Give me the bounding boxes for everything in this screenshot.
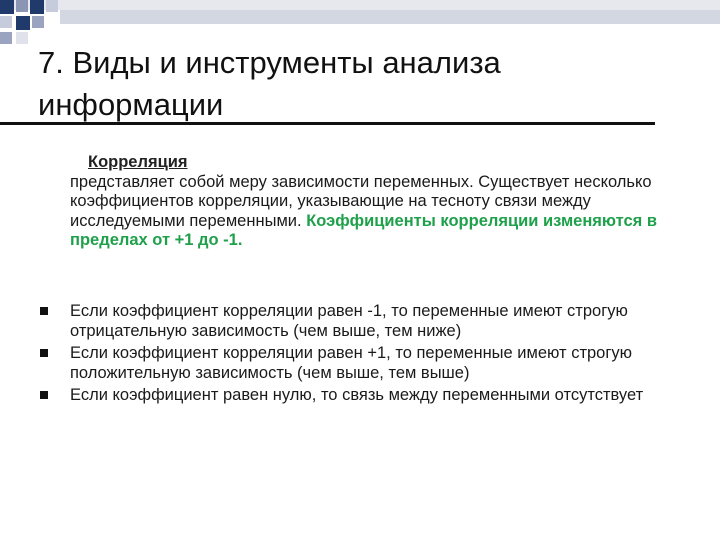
- slide-title: 7. Виды и инструменты анализа информации: [38, 45, 501, 122]
- paragraph-heading: Корреляция: [88, 153, 188, 171]
- square-bullet-icon: [40, 391, 48, 399]
- title-underline: [0, 122, 655, 125]
- bullet-list: [40, 302, 690, 409]
- bullet-text: Если коэффициент корреляции равен +1, то переменные имеют строгую положительную зависимость (чем выше, тем выше): [70, 344, 632, 382]
- square-bullet-icon: [40, 349, 48, 357]
- correlation-paragraph: [70, 153, 670, 251]
- bullet-text: Если коэффициент равен нулю, то связь между переменными отсутствует: [70, 386, 644, 404]
- paragraph-highlight: Коэффициенты корреляции изменяются в пределах от +1 до -1.: [70, 211, 657, 249]
- paragraph-text: представляет собой меру зависимости переменных. Существует несколько коэффициентов корреляции, указывающие на тесноту связи между исследуемыми переменными.: [70, 172, 652, 230]
- list-item: [40, 302, 690, 341]
- square-bullet-icon: [40, 307, 48, 315]
- list-item: [40, 386, 690, 406]
- list-item: [40, 344, 690, 383]
- bullet-text: Если коэффициент корреляции равен -1, то переменные имеют строгую отрицательную зависимость (чем выше, тем ниже): [70, 302, 628, 340]
